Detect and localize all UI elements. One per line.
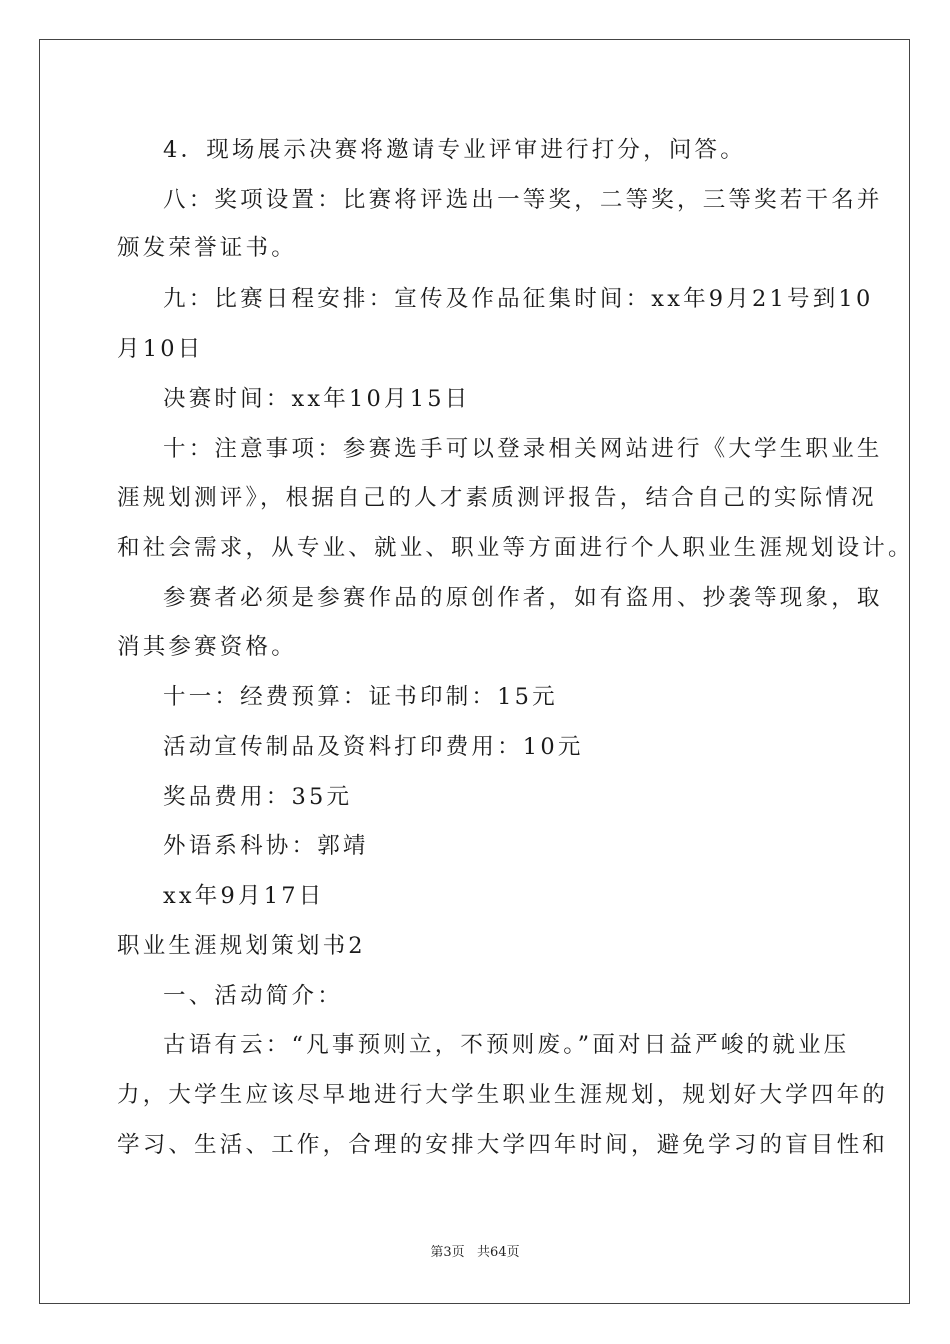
text-line: 4．现场展示决赛将邀请专业评审进行打分，问答。 xyxy=(163,137,746,163)
text-line: 古语有云：“凡事预则立，不预则废。”面对日益严峻的就业压 xyxy=(163,1032,850,1058)
text-line: 十一：经费预算：证书印制：15元 xyxy=(163,684,558,710)
text-line: 九：比赛日程安排：宣传及作品征集时间：xx年9月21号到10 xyxy=(163,286,874,312)
text-line: 和社会需求，从专业、就业、职业等方面进行个人职业生涯规划设计。 xyxy=(117,535,914,561)
page-border xyxy=(39,39,910,1304)
text-line: 学习、生活、工作，合理的安排大学四年时间，避免学习的盲目性和 xyxy=(117,1132,889,1158)
text-line: 颁发荣誉证书。 xyxy=(117,235,297,261)
text-line: 月10日 xyxy=(117,336,204,362)
text-line: 奖品费用：35元 xyxy=(163,784,353,810)
text-line: xx年9月17日 xyxy=(163,883,325,909)
text-line: 涯规划测评》，根据自己的人才素质测评报告，结合自己的实际情况 xyxy=(117,485,877,511)
page-footer: 第3页 共64页 xyxy=(430,1245,520,1260)
text-line: 参赛者必须是参赛作品的原创作者，如有盗用、抄袭等现象，取 xyxy=(163,585,883,611)
section-heading: 职业生涯规划策划书2 xyxy=(117,933,366,959)
text-line: 活动宣传制品及资料打印费用：10元 xyxy=(163,734,584,760)
text-line: 八：奖项设置：比赛将评选出一等奖，二等奖，三等奖若干名并 xyxy=(163,187,883,213)
text-line: 十：注意事项：参赛选手可以登录相关网站进行《大学生职业生 xyxy=(163,436,883,462)
text-line: 外语系科协：郭靖 xyxy=(163,833,369,859)
text-line: 消其参赛资格。 xyxy=(117,634,297,660)
text-line: 一、活动简介： xyxy=(163,983,343,1009)
text-line: 决赛时间：xx年10月15日 xyxy=(163,386,471,412)
text-line: 力，大学生应该尽早地进行大学生职业生涯规划，规划好大学四年的 xyxy=(117,1082,889,1108)
